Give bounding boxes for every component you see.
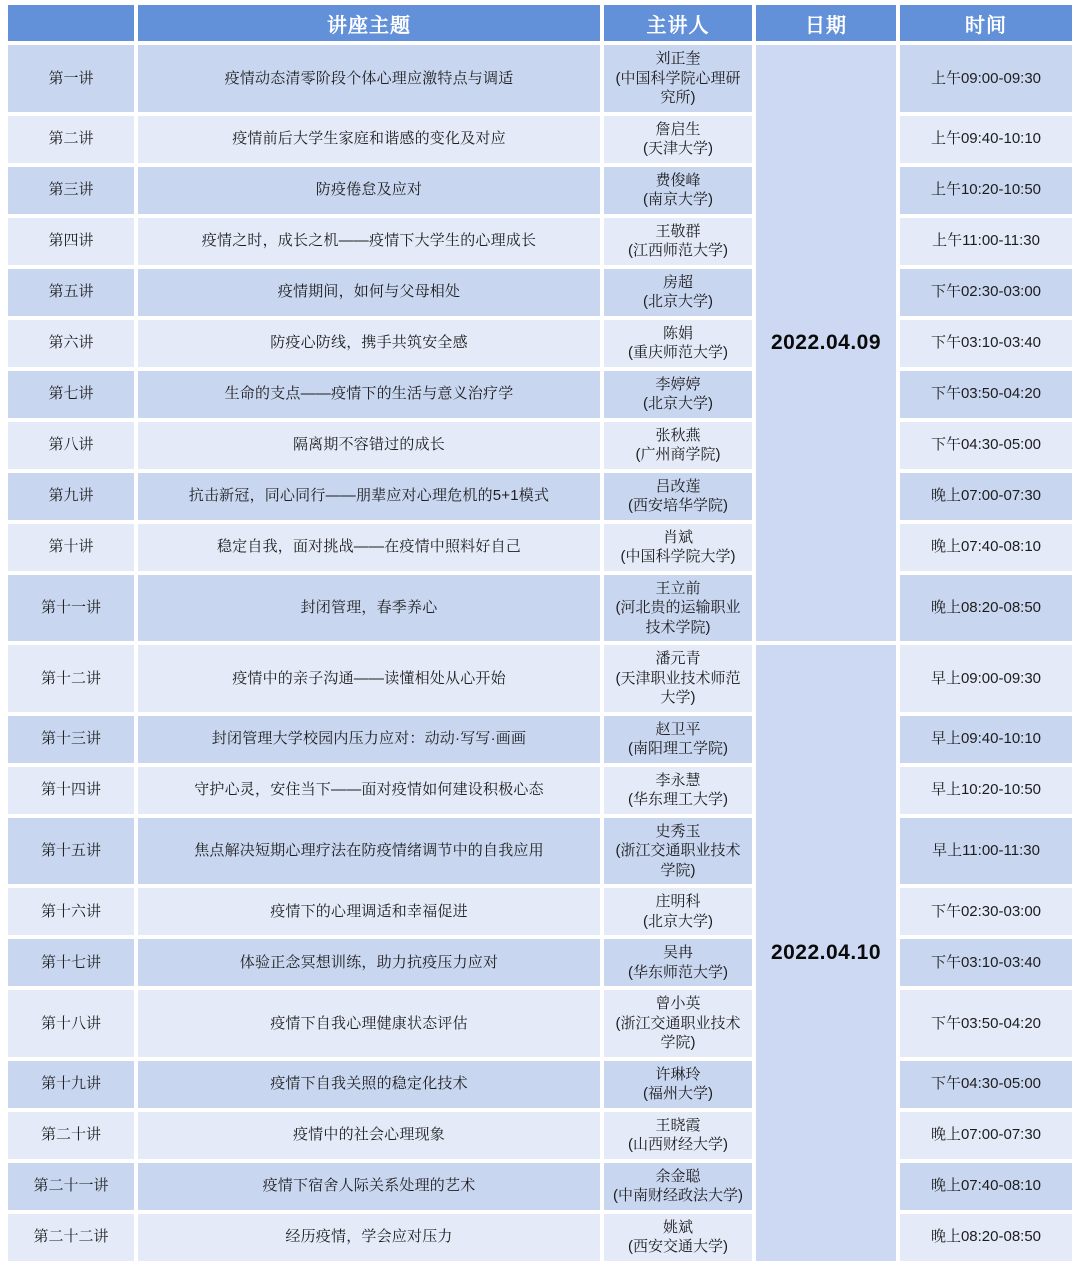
time-cell: 上午10:20-10:50: [900, 167, 1072, 214]
speaker-affiliation: (天津大学): [643, 140, 713, 157]
speaker-cell: [604, 888, 752, 935]
speaker-affiliation: (河北贵的运输职业技术学院): [615, 599, 741, 636]
speaker-affiliation: (北京大学): [643, 912, 713, 930]
lecture-topic-cell: 疫情下自我心理健康状态评估: [138, 990, 600, 1057]
speaker-cell: [604, 116, 752, 163]
schedule-row: [8, 939, 1072, 986]
lecture-index-cell: 第二十二讲: [8, 1214, 134, 1261]
lecture-topic-cell: 抗击新冠，同心同行——朋辈应对心理危机的5+1模式: [138, 473, 600, 520]
date-cell: 2022.04.09: [756, 45, 896, 641]
speaker-name: 许琳玲: [655, 1065, 701, 1083]
schedule-row: [8, 575, 1072, 642]
speaker-name: 王立前: [655, 579, 701, 597]
speaker-cell: [604, 1214, 752, 1261]
schedule-row: [8, 716, 1072, 763]
speaker-cell: [604, 167, 752, 214]
time-cell: 下午02:30-03:00: [900, 888, 1072, 935]
speaker-name: 曾小英: [655, 995, 701, 1012]
lecture-topic-cell: 守护心灵，安住当下——面对疫情如何建设积极心态: [138, 767, 600, 814]
header-date: 日期: [756, 5, 896, 41]
schedule-row: [8, 269, 1072, 316]
time-cell: 晚上07:00-07:30: [900, 473, 1072, 520]
speaker-name: 史秀玉: [655, 822, 701, 840]
speaker-name: 费俊峰: [655, 171, 701, 189]
time-cell: 下午03:50-04:20: [900, 371, 1072, 418]
speaker-cell: [604, 320, 752, 367]
lecture-index-cell: 第三讲: [8, 167, 134, 214]
time-cell: 早上09:00-09:30: [900, 645, 1072, 712]
speaker-name: 王晓霞: [655, 1116, 701, 1134]
speaker-cell: [604, 575, 752, 642]
time-cell: 晚上07:40-08:10: [900, 524, 1072, 571]
lecture-index-cell: 第十八讲: [8, 990, 134, 1057]
lecture-index-cell: 第十七讲: [8, 939, 134, 986]
schedule-row: [8, 167, 1072, 214]
time-cell: 上午09:00-09:30: [900, 45, 1072, 112]
lecture-index-cell: 第十四讲: [8, 767, 134, 814]
speaker-affiliation: (西安培华学院): [628, 497, 728, 514]
speaker-name: 李婷婷: [655, 375, 701, 393]
lecture-index-cell: 第十二讲: [8, 645, 134, 712]
time-cell: 晚上07:00-07:30: [900, 1112, 1072, 1159]
speaker-affiliation: (西安交通大学): [628, 1238, 728, 1255]
lecture-topic-cell: 疫情下的心理调适和幸福促进: [138, 888, 600, 935]
time-cell: 早上10:20-10:50: [900, 767, 1072, 814]
speaker-cell: [604, 716, 752, 763]
schedule-row: [8, 1163, 1072, 1210]
lecture-index-cell: 第二十一讲: [8, 1163, 134, 1210]
lecture-index-cell: 第十九讲: [8, 1061, 134, 1108]
lecture-index-cell: 第六讲: [8, 320, 134, 367]
speaker-name: 詹启生: [655, 120, 701, 138]
time-cell: 晚上07:40-08:10: [900, 1163, 1072, 1210]
header-time: 时间: [900, 5, 1072, 41]
lecture-topic-cell: 生命的支点——疫情下的生活与意义治疗学: [138, 371, 600, 418]
lecture-index-cell: 第十讲: [8, 524, 134, 571]
lecture-topic-cell: 疫情下自我关照的稳定化技术: [138, 1061, 600, 1108]
speaker-cell: [604, 767, 752, 814]
schedule-row: [8, 116, 1072, 163]
lecture-topic-cell: 经历疫情，学会应对压力: [138, 1214, 600, 1261]
speaker-affiliation: (南京大学): [643, 191, 713, 208]
schedule-row: [8, 990, 1072, 1057]
speaker-name: 张秋燕: [655, 426, 701, 444]
speaker-name: 肖斌: [662, 528, 693, 546]
time-cell: 下午02:30-03:00: [900, 269, 1072, 316]
time-cell: 上午09:40-10:10: [900, 116, 1072, 163]
speaker-name: 姚斌: [662, 1218, 693, 1236]
schedule-row: [8, 473, 1072, 520]
speaker-name: 吕改莲: [655, 477, 701, 495]
schedule-row: [8, 1061, 1072, 1108]
speaker-affiliation: (北京大学): [643, 395, 713, 412]
lecture-topic-cell: 封闭管理大学校园内压力应对：动动·写写·画画: [138, 716, 600, 763]
lecture-index-cell: 第七讲: [8, 371, 134, 418]
lecture-index-cell: 第十三讲: [8, 716, 134, 763]
speaker-affiliation: (广州商学院): [635, 446, 721, 463]
speaker-cell: [604, 1163, 752, 1210]
speaker-affiliation: (江西师范大学): [628, 242, 728, 259]
speaker-affiliation: (福州大学): [643, 1085, 713, 1102]
speaker-cell: [604, 371, 752, 418]
lecture-index-cell: 第十五讲: [8, 818, 134, 885]
schedule-row: [8, 888, 1072, 935]
time-cell: 晚上08:20-08:50: [900, 1214, 1072, 1261]
schedule-row: [8, 524, 1072, 571]
header-index-blank: [8, 5, 134, 41]
lecture-index-cell: 第二讲: [8, 116, 134, 163]
speaker-name: 吴冉: [662, 944, 693, 961]
speaker-name: 陈娟: [662, 324, 693, 342]
lecture-index-cell: 第一讲: [8, 45, 134, 112]
time-cell: 下午04:30-05:00: [900, 1061, 1072, 1108]
speaker-cell: [604, 645, 752, 712]
time-cell: 下午03:10-03:40: [900, 320, 1072, 367]
speaker-cell: [604, 939, 752, 986]
speaker-affiliation: (华东师范大学): [628, 963, 728, 981]
speaker-cell: [604, 818, 752, 885]
speaker-name: 潘元青: [655, 650, 701, 667]
speaker-cell: [604, 990, 752, 1057]
lecture-index-cell: 第九讲: [8, 473, 134, 520]
lecture-index-cell: 第十一讲: [8, 575, 134, 642]
lecture-schedule-table: [4, 1, 1076, 1265]
speaker-name: 刘正奎: [655, 50, 701, 67]
time-cell: 下午04:30-05:00: [900, 422, 1072, 469]
schedule-row: [8, 320, 1072, 367]
time-cell: 下午03:50-04:20: [900, 990, 1072, 1057]
time-cell: 早上09:40-10:10: [900, 716, 1072, 763]
speaker-affiliation: (重庆师范大学): [628, 344, 728, 361]
schedule-table-body: [8, 45, 1072, 1261]
schedule-row: [8, 1112, 1072, 1159]
date-cell: 2022.04.10: [756, 645, 896, 1261]
speaker-cell: [604, 269, 752, 316]
lecture-topic-cell: 疫情前后大学生家庭和谐感的变化及对应: [138, 116, 600, 163]
schedule-row: [8, 371, 1072, 418]
lecture-topic-cell: 疫情下宿舍人际关系处理的艺术: [138, 1163, 600, 1210]
lecture-topic-cell: 焦点解决短期心理疗法在防疫情绪调节中的自我应用: [138, 818, 600, 885]
header-topic: 讲座主题: [138, 5, 600, 41]
time-cell: 上午11:00-11:30: [900, 218, 1072, 265]
lecture-topic-cell: 疫情中的亲子沟通——读懂相处从心开始: [138, 645, 600, 712]
speaker-affiliation: (中国科学院心理研究所): [615, 69, 741, 106]
speaker-affiliation: (天津职业技术师范大学): [615, 669, 741, 706]
speaker-name: 赵卫平: [655, 720, 701, 738]
speaker-affiliation: (浙江交通职业技术学院): [615, 842, 741, 879]
lecture-topic-cell: 防疫倦怠及应对: [138, 167, 600, 214]
speaker-cell: [604, 1061, 752, 1108]
lecture-topic-cell: 疫情中的社会心理现象: [138, 1112, 600, 1159]
speaker-cell: [604, 422, 752, 469]
speaker-affiliation: (山西财经大学): [628, 1136, 728, 1153]
speaker-name: 余金聪: [655, 1167, 701, 1185]
speaker-name: 王敬群: [655, 222, 701, 240]
speaker-affiliation: (南阳理工学院): [628, 740, 728, 757]
speaker-name: 庄明科: [655, 893, 701, 910]
time-cell: 晚上08:20-08:50: [900, 575, 1072, 642]
lecture-index-cell: 第五讲: [8, 269, 134, 316]
speaker-cell: [604, 524, 752, 571]
lecture-topic-cell: 隔离期不容错过的成长: [138, 422, 600, 469]
lecture-topic-cell: 封闭管理，春季养心: [138, 575, 600, 642]
speaker-cell: [604, 218, 752, 265]
lecture-topic-cell: 疫情期间，如何与父母相处: [138, 269, 600, 316]
speaker-affiliation: (中南财经政法大学): [613, 1187, 743, 1204]
lecture-index-cell: 第二十讲: [8, 1112, 134, 1159]
speaker-affiliation: (华东理工大学): [628, 791, 728, 808]
time-cell: 早上11:00-11:30: [900, 818, 1072, 885]
speaker-cell: [604, 473, 752, 520]
lecture-index-cell: 第八讲: [8, 422, 134, 469]
lecture-topic-cell: 疫情动态清零阶段个体心理应激特点与调适: [138, 45, 600, 112]
speaker-name: 房超: [662, 273, 693, 291]
lecture-topic-cell: 稳定自我，面对挑战——在疫情中照料好自己: [138, 524, 600, 571]
speaker-affiliation: (中国科学院大学): [620, 548, 736, 565]
speaker-affiliation: (浙江交通职业技术学院): [615, 1014, 741, 1051]
schedule-row: [8, 422, 1072, 469]
speaker-cell: [604, 1112, 752, 1159]
header-speaker: 主讲人: [604, 5, 752, 41]
speaker-affiliation: (北京大学): [643, 293, 713, 310]
lecture-index-cell: 第十六讲: [8, 888, 134, 935]
schedule-row: [8, 645, 1072, 712]
schedule-row: [8, 1214, 1072, 1261]
lecture-topic-cell: 体验正念冥想训练，助力抗疫压力应对: [138, 939, 600, 986]
lecture-topic-cell: 防疫心防线，携手共筑安全感: [138, 320, 600, 367]
schedule-row: [8, 767, 1072, 814]
time-cell: 下午03:10-03:40: [900, 939, 1072, 986]
speaker-name: 李永慧: [655, 771, 701, 789]
lecture-index-cell: 第四讲: [8, 218, 134, 265]
schedule-row: [8, 218, 1072, 265]
schedule-row: [8, 818, 1072, 885]
speaker-cell: [604, 45, 752, 112]
table-header-row: [8, 5, 1072, 41]
schedule-row: [8, 45, 1072, 112]
lecture-topic-cell: 疫情之时，成长之机——疫情下大学生的心理成长: [138, 218, 600, 265]
